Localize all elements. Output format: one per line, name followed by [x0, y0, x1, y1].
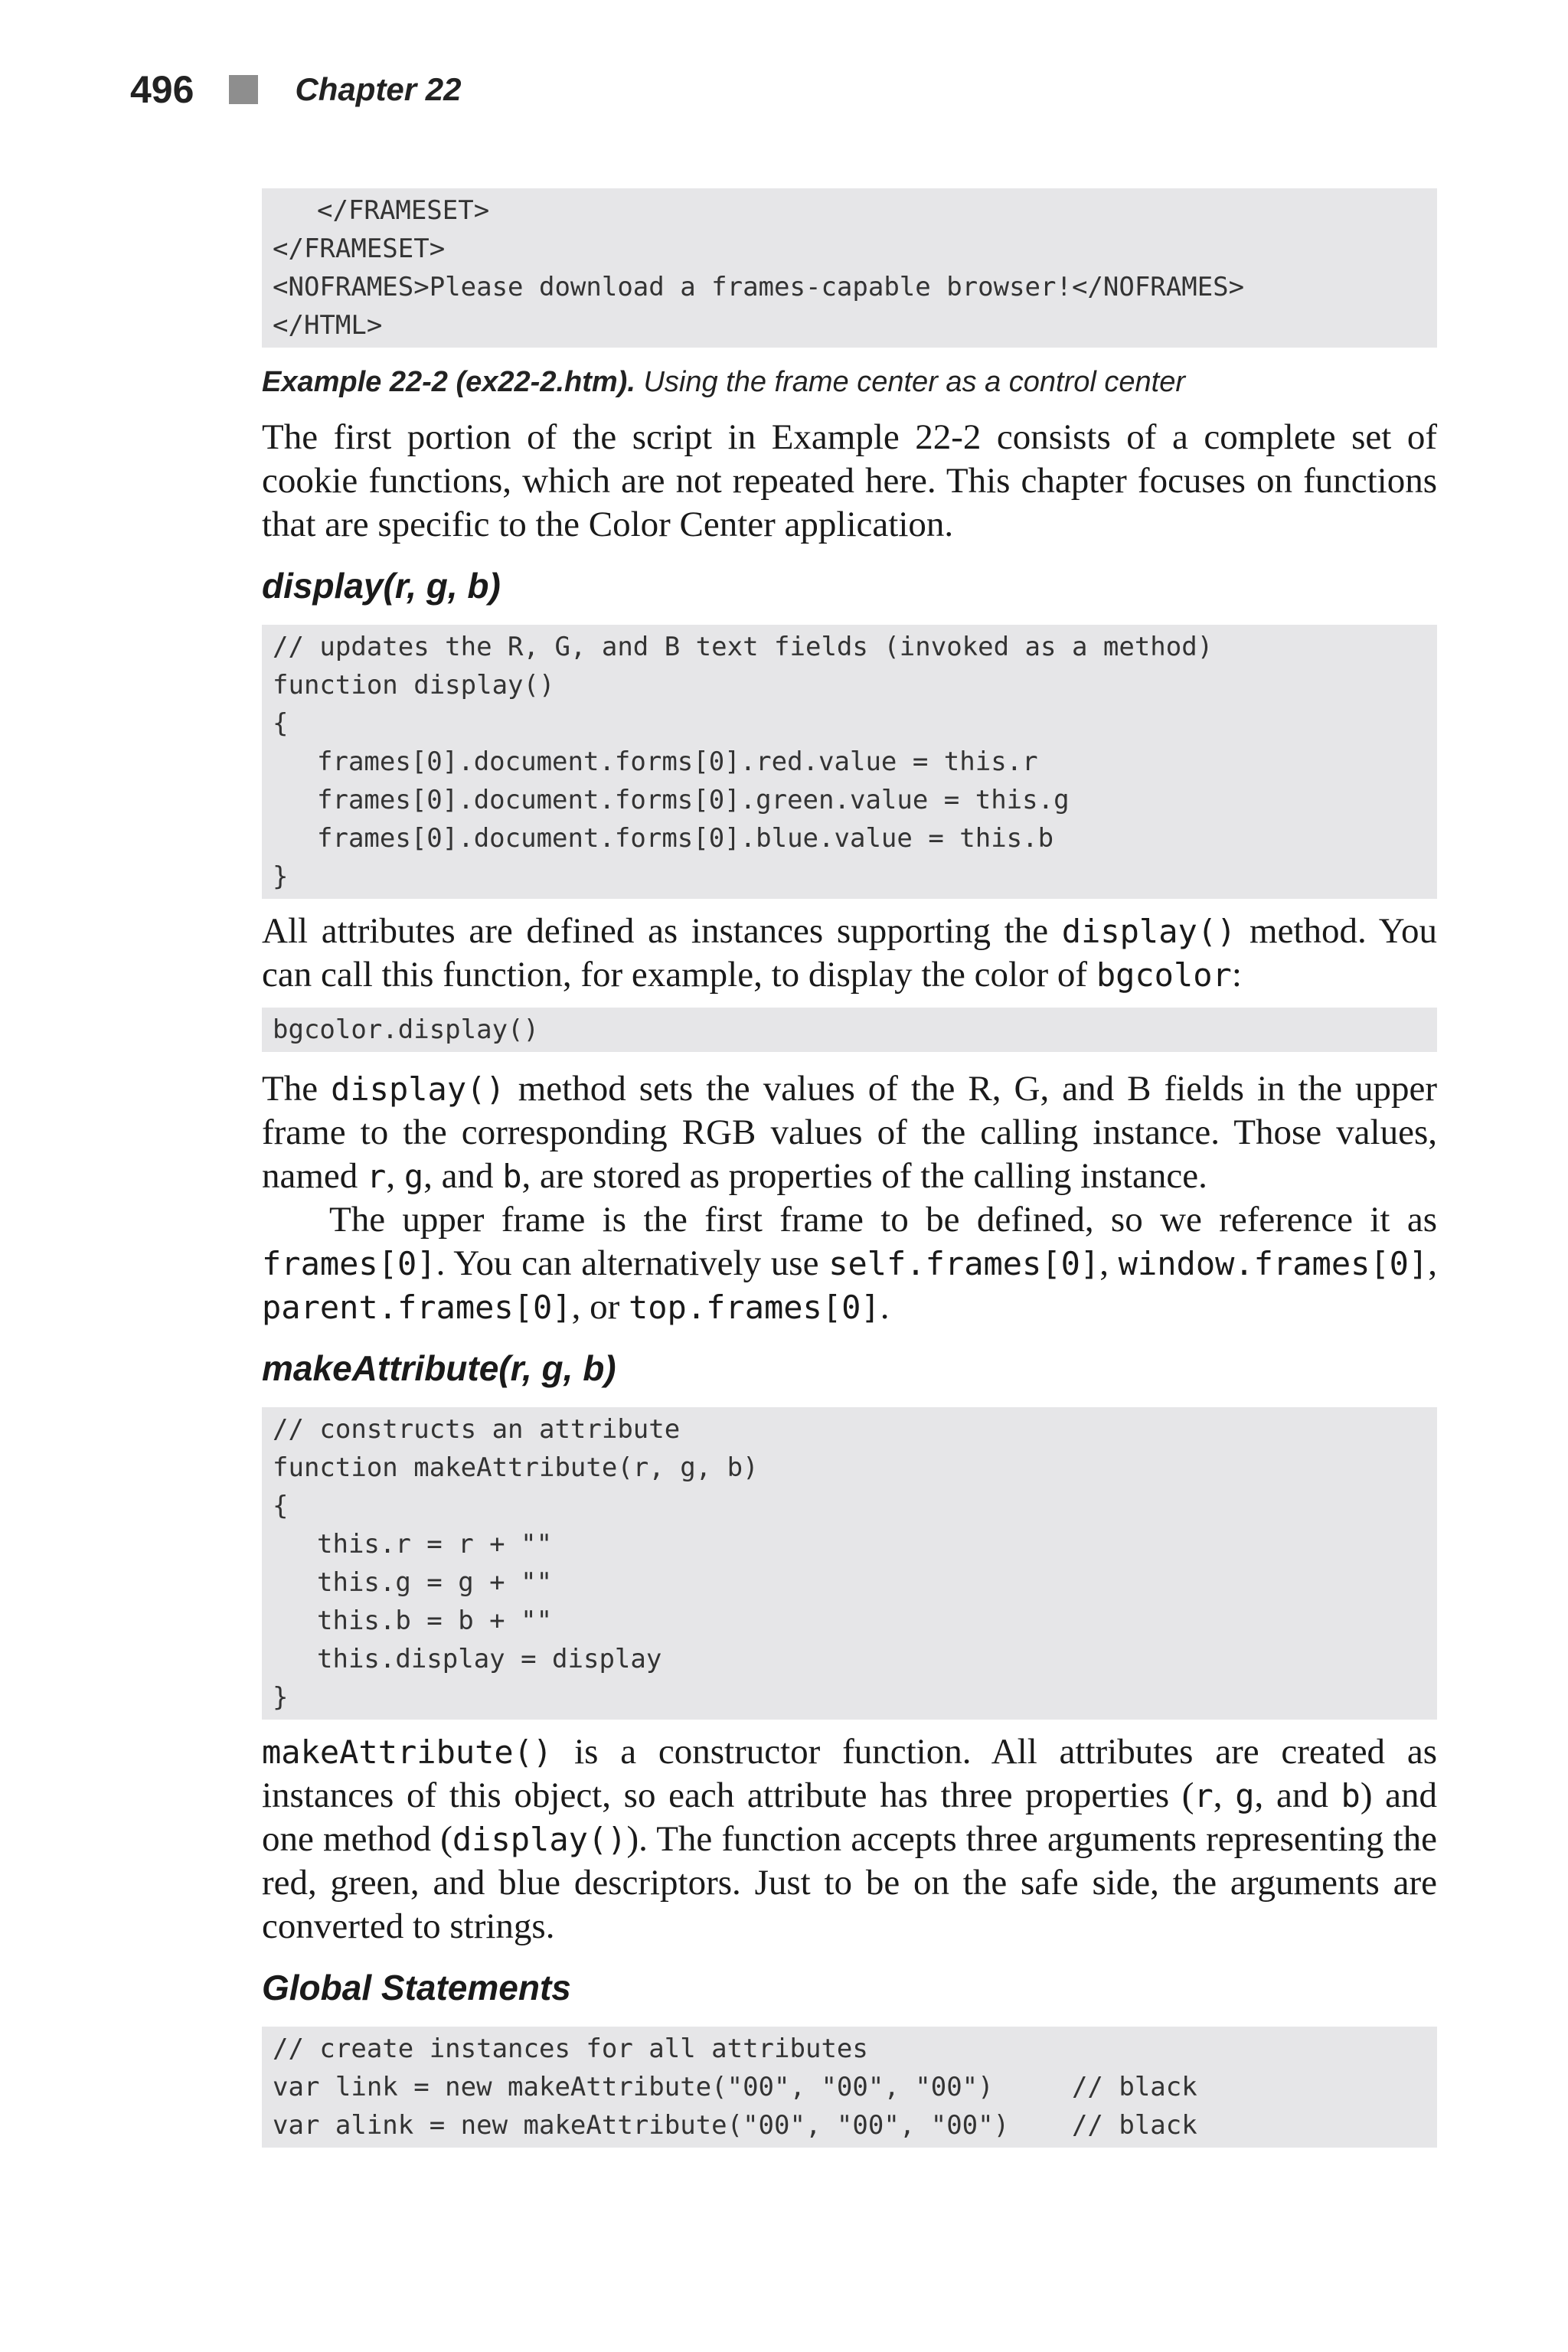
text-run: , [1099, 1243, 1119, 1283]
caption-label: Example 22-2 (ex22-2.htm). [262, 366, 635, 398]
inline-code: b [502, 1158, 522, 1195]
text-run: : [1231, 955, 1242, 995]
code-block-make-attribute [262, 1407, 1437, 1720]
code-line: </FRAMESET> [273, 234, 446, 264]
code-line: this.g = g + "" [317, 1567, 553, 1598]
code-line: // updates the R, G, and B text fields (invoked as a method) [273, 632, 1214, 662]
code-line: var link = new makeAttribute("00", "00", "00") // black [273, 2072, 1197, 2102]
code-line: this.r = r + "" [317, 1529, 553, 1560]
display-method-paragraph [262, 910, 1437, 997]
inline-code: window.frames[0] [1118, 1245, 1429, 1282]
code-block-global-statements [262, 2027, 1437, 2148]
inline-code: frames[0] [262, 1245, 436, 1282]
text-run: ). The function accepts three arguments representing the red, green, and blue descriptors. Just to be on the safe side, the arguments are converted to strings. [262, 1819, 1437, 1946]
inline-code: self.frames[0] [828, 1245, 1100, 1282]
inline-code: parent.frames[0] [262, 1289, 572, 1326]
inline-code: display() [331, 1070, 505, 1108]
code-line: } [273, 861, 289, 892]
text-run: method sets the values of the R, G, and B fields in the upper frame to the corresponding RGB values of the calling instance. Those values, named [262, 1069, 1437, 1196]
text-run: . [880, 1287, 890, 1327]
inline-code: bgcolor [1096, 956, 1232, 994]
code-line: { [273, 708, 289, 739]
text-run: The [262, 1069, 332, 1109]
text-run: , and [1254, 1775, 1341, 1815]
chapter-label: Chapter 22 [295, 71, 462, 107]
code-line: function makeAttribute(r, g, b) [273, 1452, 759, 1483]
text-run: , [1428, 1243, 1437, 1283]
inline-code: b [1341, 1777, 1361, 1815]
code-line: </FRAMESET> [317, 195, 490, 226]
page-content [262, 188, 1437, 2148]
inline-code: r [367, 1158, 387, 1195]
display-values-paragraph [262, 1067, 1437, 1198]
text-run: . You can alternatively use [436, 1243, 829, 1283]
code-line: frames[0].document.forms[0].blue.value = this.b [317, 823, 1054, 854]
text-run: All attributes are defined as instances supporting the [262, 911, 1062, 951]
page-number: 496 [130, 68, 194, 111]
example-caption [262, 366, 1437, 399]
text-run: , [386, 1156, 404, 1196]
constructor-paragraph [262, 1730, 1437, 1949]
text-run: method. You can call this function, for example, to display the color of [262, 911, 1437, 995]
code-line: } [273, 1682, 289, 1713]
section-heading-global-statements: Global Statements [262, 1968, 571, 2007]
code-block-display [262, 625, 1437, 899]
text-run: , or [571, 1287, 629, 1327]
inline-code: makeAttribute() [262, 1733, 553, 1771]
header-square-icon [229, 75, 258, 104]
frames-reference-paragraph [262, 1198, 1437, 1329]
inline-code: g [1235, 1777, 1255, 1815]
code-line: frames[0].document.forms[0].red.value = this.r [317, 746, 1038, 777]
code-line: </HTML> [273, 310, 383, 341]
code-block-bgcolor [262, 1008, 1437, 1052]
code-block-frameset-end [262, 188, 1437, 348]
inline-code: top.frames[0] [628, 1289, 880, 1326]
code-line: bgcolor.display() [273, 1014, 539, 1045]
code-line: // constructs an attribute [273, 1414, 681, 1445]
code-line: var alink = new makeAttribute("00", "00", "00") // black [273, 2110, 1197, 2141]
section-heading-make-attribute: makeAttribute(r, g, b) [262, 1348, 616, 1388]
inline-code: r [1194, 1777, 1214, 1815]
text-run: , and [423, 1156, 503, 1196]
code-line: // create instances for all attributes [273, 2034, 868, 2064]
inline-code: display() [452, 1821, 627, 1858]
text-run: ) and one method ( [262, 1775, 1438, 1859]
text-run: , are stored as properties of the calling instance. [521, 1156, 1207, 1196]
text-run: is a constructor function. All attributes are created as instances of this object, so each attribute has three properties ( [262, 1732, 1437, 1815]
page-header [130, 67, 462, 112]
inline-code: display() [1061, 913, 1236, 950]
intro-paragraph: The first portion of the script in Example 22-2 consists of a complete set of cookie functions, which are not repeated here. This chapter focuses on functions that are specific to the Color Center application. [262, 417, 1437, 544]
text-run: , [1213, 1775, 1236, 1815]
code-line: this.b = b + "" [317, 1606, 553, 1636]
code-line: function display() [273, 670, 555, 701]
code-line: { [273, 1491, 289, 1521]
code-line: <NOFRAMES>Please download a frames-capable browser!</NOFRAMES> [273, 272, 1245, 302]
inline-code: g [403, 1158, 424, 1195]
section-heading-display: display(r, g, b) [262, 566, 501, 606]
text-run: The upper frame is the first frame to be defined, so we reference it as [329, 1200, 1437, 1240]
code-line: frames[0].document.forms[0].green.value = this.g [317, 785, 1070, 815]
code-line: this.display = display [317, 1644, 662, 1674]
caption-text: Using the frame center as a control center [635, 366, 1186, 398]
